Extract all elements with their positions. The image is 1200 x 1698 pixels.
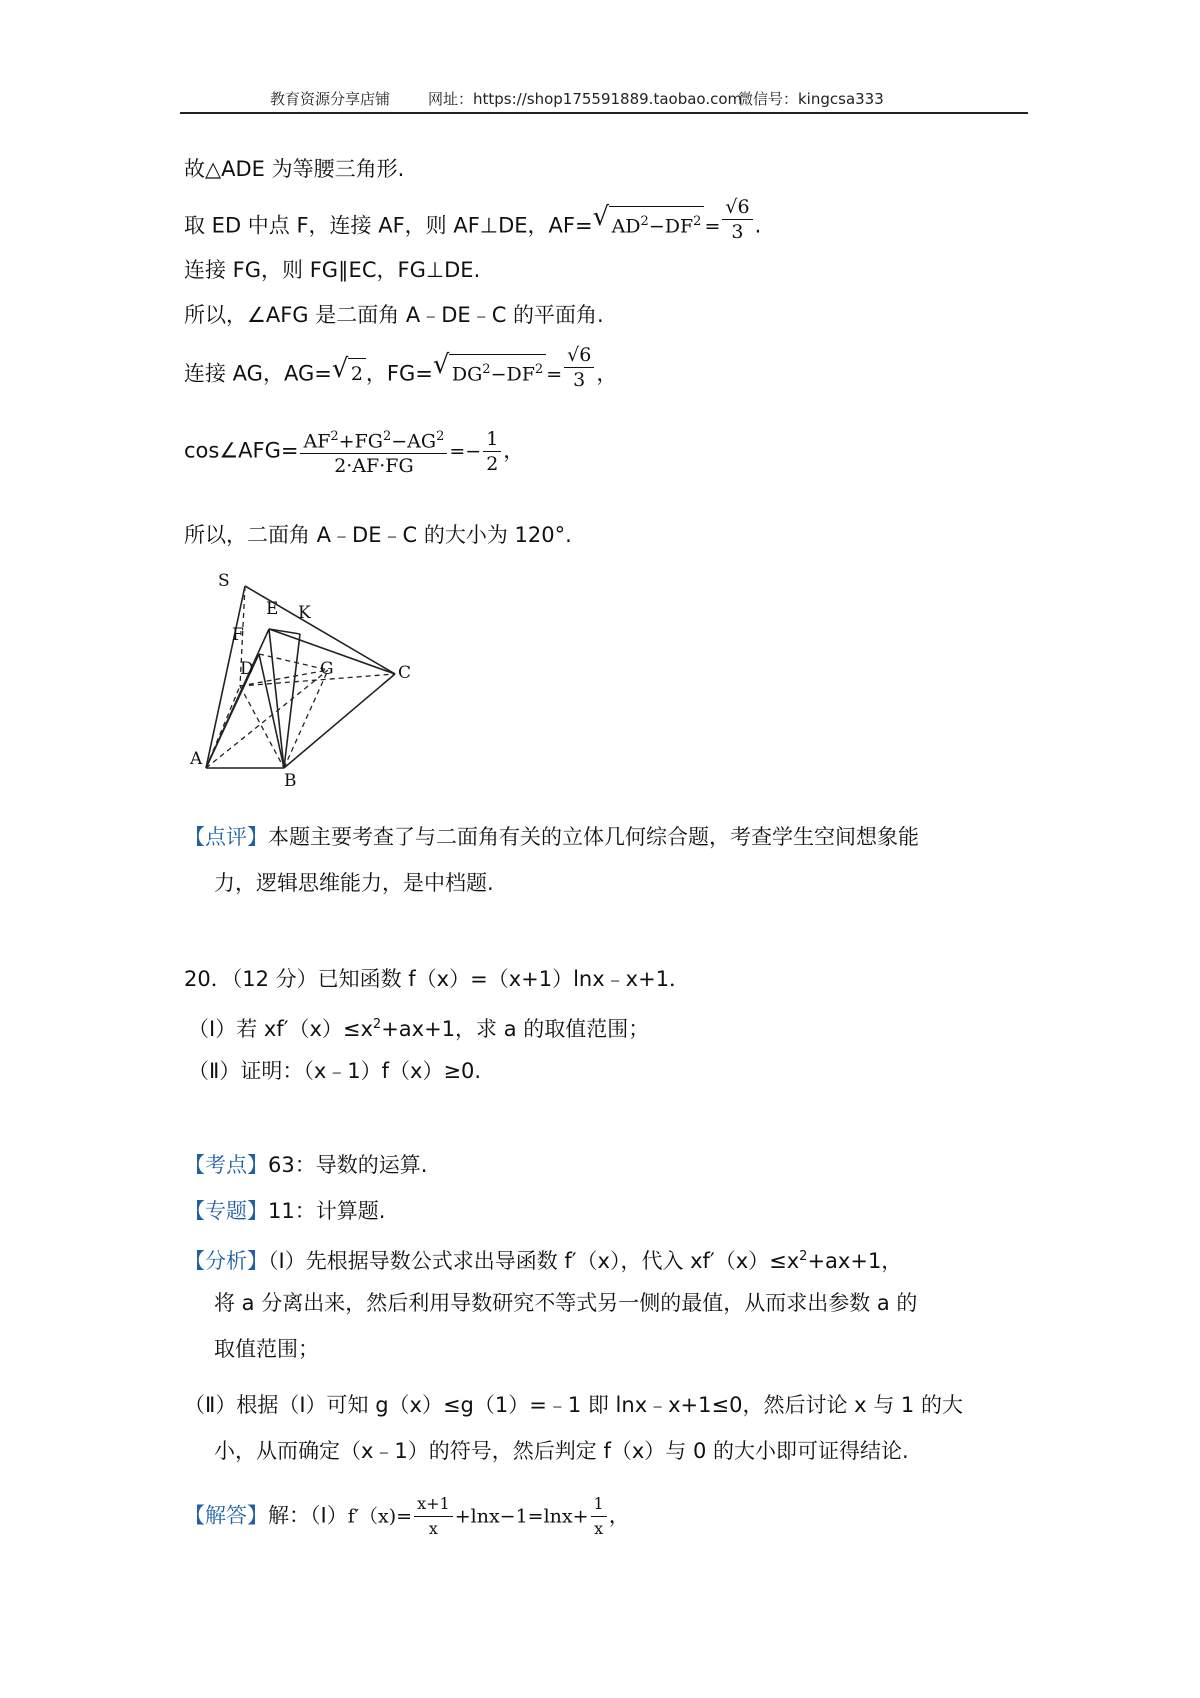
solution-line-1: 故△ADE 为等腰三角形. (184, 157, 405, 181)
equals: =− (449, 440, 482, 463)
zhuanti-line (184, 1196, 385, 1226)
exponent: 2 (534, 362, 544, 377)
sqrt-expression: √ $DG^2-DF^2$ (433, 354, 546, 389)
text: 解：（Ⅰ） (268, 1503, 348, 1528)
denominator: 2 (486, 453, 499, 476)
problem-part-2: （Ⅱ）证明：（x﹣1）f（x）≥0. (188, 1059, 482, 1083)
denominator: x (428, 1519, 438, 1538)
text: 63：导数的运算. (268, 1153, 428, 1177)
solution-line-4: 所以，∠AFG 是二面角 A﹣DE﹣C 的平面角. (184, 303, 604, 327)
fenxi-line-3: 取值范围； (214, 1337, 319, 1361)
numerator: √6 (722, 195, 752, 220)
text: +FG (338, 430, 383, 453)
sqrt-expression: √ 2 (332, 358, 366, 389)
text: . (754, 213, 762, 238)
comment-tag: 【点评】 (184, 825, 268, 849)
comment-line-2: 力，逻辑思维能力，是中档题. (214, 871, 494, 895)
exponent: 2 (482, 362, 491, 377)
text: +lnx−1=lnx+ (454, 1505, 589, 1528)
radicand: 2 (348, 358, 366, 389)
fraction (483, 427, 501, 476)
label-b: B (284, 771, 297, 791)
fraction (414, 1492, 453, 1541)
text: +ax+1， (807, 1249, 903, 1273)
label-e: E (266, 599, 279, 619)
problem-part-1 (188, 1010, 649, 1044)
text: （Ⅰ）若 xf′（x）≤x (188, 1017, 373, 1041)
equals: = (704, 215, 721, 238)
exponent: 2 (693, 214, 702, 229)
fenxi-line-2: 将 a 分离出来，然后利用导数研究不等式另一侧的最值，从而求出参数 a 的 (214, 1291, 918, 1315)
header-url: 网址：https://shop175591889.taobao.com (428, 90, 743, 108)
label-s: S (218, 571, 230, 591)
header-shop: 教育资源分享店铺 (270, 90, 391, 108)
numerator: 1 (483, 427, 501, 452)
header-wechat: 微信号：kingcsa333 (738, 90, 884, 108)
fenxi-tag: 【分析】 (184, 1249, 268, 1273)
label-f: F (232, 625, 244, 645)
fenxi-line-4: （Ⅱ）根据（Ⅰ）可知 g（x）≤g（1）=﹣1 即 lnx﹣x+1≤0，然后讨论 x 与 1 的大 (184, 1393, 963, 1417)
solution-line-3: 连接 FG，则 FG∥EC，FG⊥DE. (184, 258, 481, 282)
text: 取 ED 中点 F，连接 AF，则 AF⊥DE，AF= (184, 213, 593, 238)
exponent: 2 (330, 429, 339, 444)
text: （Ⅰ）先根据导数公式求出导函数 f′（x），代入 xf′（x）≤x (268, 1249, 800, 1273)
exponent: 2 (640, 214, 649, 229)
text: 连接 AG，AG= (184, 361, 332, 386)
exponent: 2 (799, 1249, 808, 1264)
solution-line-5 (184, 343, 618, 392)
text: −DF (490, 363, 535, 386)
fraction (300, 425, 447, 478)
solution-line-6 (184, 425, 524, 478)
page-header (180, 84, 1028, 114)
text: f′（x)= (347, 1505, 413, 1528)
text: ， (608, 1503, 630, 1528)
comment-line-1 (184, 822, 919, 852)
kaodian-tag: 【考点】 (184, 1153, 268, 1177)
label-k: K (298, 603, 311, 623)
solution-line-7: 所以，二面角 A﹣DE﹣C 的大小为 120°. (184, 523, 572, 547)
jieda-tag: 【解答】 (184, 1503, 268, 1528)
denominator: 2·AF·FG (334, 455, 414, 478)
denominator: 3 (573, 368, 586, 391)
fraction (564, 343, 594, 392)
exponent: 2 (382, 429, 392, 444)
zhuanti-tag: 【专题】 (184, 1199, 268, 1223)
text: AF (303, 430, 331, 453)
exponent: 2 (372, 1017, 382, 1032)
sqrt-expression: √ $AD^2-DF^2$ (593, 206, 705, 241)
kaodian-line (184, 1150, 427, 1180)
fenxi-line-1 (184, 1242, 902, 1276)
denominator: x (594, 1519, 604, 1538)
solution-line-2 (184, 195, 762, 244)
jieda-line (184, 1492, 630, 1541)
numerator: √6 (564, 343, 594, 368)
equals: = (546, 363, 563, 386)
text: ， (596, 361, 618, 386)
text: 11：计算题. (268, 1199, 386, 1223)
text: cos∠AFG= (184, 438, 299, 463)
text: DG (451, 363, 483, 386)
label-c: C (398, 663, 412, 683)
problem-title: 20．（12 分）已知函数 f（x）=（x+1）lnx﹣x+1． (184, 967, 691, 991)
numerator: x+1 (414, 1492, 453, 1517)
label-a: A (190, 749, 203, 769)
label-d: D (240, 659, 254, 679)
numerator: 1 (591, 1492, 607, 1517)
fraction (591, 1492, 607, 1541)
text: ， (503, 438, 525, 463)
text: −AG (391, 430, 437, 453)
text: ，FG= (365, 361, 433, 386)
text: AD (611, 215, 641, 238)
denominator: 3 (731, 220, 744, 243)
exponent: 2 (436, 429, 445, 444)
label-g: G (320, 659, 334, 679)
text: −DF (648, 215, 694, 238)
fenxi-line-5: 小，从而确定（x﹣1）的符号，然后判定 f（x）与 0 的大小即可证得结论. (214, 1439, 909, 1463)
text: +ax+1，求 a 的取值范围； (381, 1017, 650, 1041)
pyramid-figure (180, 568, 460, 793)
fraction (722, 195, 752, 244)
text: 本题主要考查了与二面角有关的立体几何综合题，考查学生空间想象能 (268, 825, 919, 849)
